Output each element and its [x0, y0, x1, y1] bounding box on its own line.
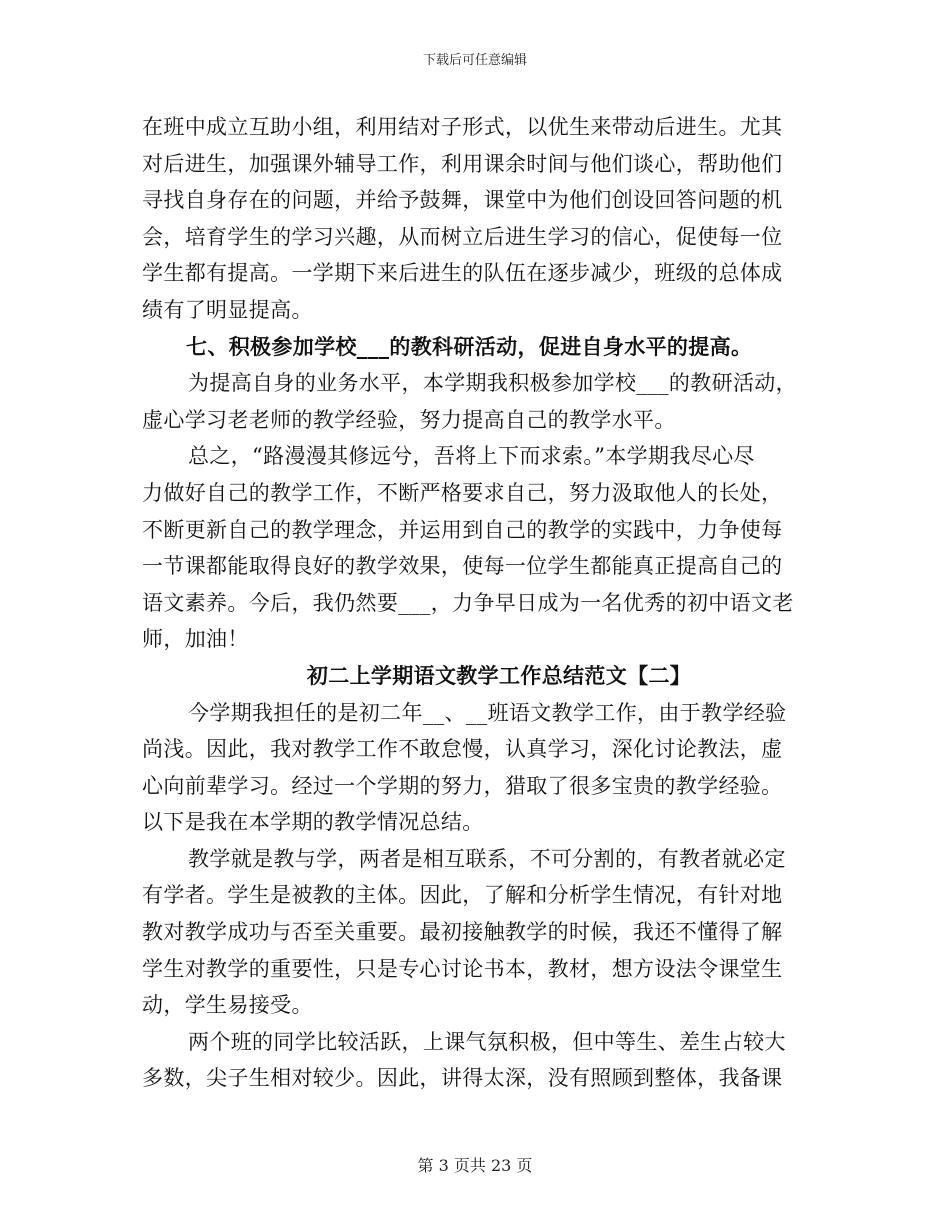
text-line: 力做好自己的教学工作，不断严格要求自己，努力汲取他人的长处，: [142, 480, 783, 505]
text-line: 一节课都能取得良好的教学效果，使每一位学生都能真正提高自己的: [142, 554, 783, 579]
text-line: 学生对教学的重要性，只是专心讨论书本，教材，想方设法令课堂生: [142, 956, 783, 981]
document-body: [142, 109, 802, 1097]
text-line: 会，培育学生的学习兴趣，从而树立后进生学习的信心，促使每一位: [142, 224, 783, 249]
text-line: 两个班的同学比较活跃，上课气氛积极，但中等生、差生占较大: [188, 1029, 786, 1054]
text-line: 学生都有提高。一学期下来后进生的队伍在逐步减少，班级的总体成: [142, 261, 783, 286]
text-line: 有学者。学生是被教的主体。因此，了解和分析学生情况，有针对地: [142, 883, 783, 908]
page-footer: 第 3 页共 23 页: [417, 1156, 533, 1175]
text-line: 不断更新自己的教学理念，并运用到自己的教学的实践中，力争使每: [142, 517, 783, 542]
text-line: 总之，“路漫漫其修远兮，吾将上下而求索。”本学期我尽心尽: [188, 444, 755, 469]
text-line: 尚浅。因此，我对教学工作不敢怠慢，认真学习，深化讨论教法，虚: [142, 737, 783, 762]
text-line: 心向前辈学习。经过一个学期的努力，猎取了很多宝贵的教学经验。: [142, 773, 783, 798]
text-line: 多数，尖子生相对较少。因此，讲得太深，没有照顾到整体，我备课: [142, 1066, 783, 1091]
text-line: 为提高自身的业务水平，本学期我积极参加学校___的教研活动，: [188, 371, 797, 396]
text-line: 教对教学成功与否至关重要。最初接触教学的时候，我还不懂得了解: [142, 920, 783, 945]
text-line: 以下是我在本学期的教学情况总结。: [142, 810, 484, 835]
paragraph-conclusion: [142, 438, 802, 658]
section-heading-seven: [142, 329, 802, 366]
heading-text: 七、积极参加学校___的教科研活动，促进自身水平的提高。: [186, 333, 753, 359]
text-line: 师，加油！: [142, 627, 249, 652]
paragraph-teaching-and-learning: [142, 841, 802, 1024]
section-title-two: [142, 658, 802, 695]
text-line: 寻找自身存在的问题，并给予鼓舞，课堂中为他们创设回答问题的机: [142, 188, 783, 213]
text-line: 语文素养。今后，我仍然要___，力争早日成为一名优秀的初中语文老: [142, 590, 794, 615]
text-line: 在班中成立互助小组，利用结对子形式，以优生来带动后进生。尤其: [142, 115, 783, 139]
text-line: 绩有了明显提高。: [142, 297, 313, 322]
paragraph-semester-intro: [142, 695, 802, 841]
text-line: 动，学生易接受。: [142, 993, 313, 1018]
text-line: 教学就是教与学，两者是相互联系，不可分割的，有教者就必定: [188, 846, 786, 871]
text-line: 对后进生，加强课外辅导工作，利用课余时间与他们谈心，帮助他们: [142, 151, 783, 176]
title-text: 初二上学期语文教学工作总结范文【二】: [306, 662, 692, 688]
text-line: 今学期我担任的是初二年__、__班语文教学工作，由于教学经验: [188, 700, 787, 725]
paragraph-research-activities: [142, 365, 802, 438]
text-line: 虚心学习老老师的教学经验，努力提高自己的教学水平。: [142, 407, 676, 432]
paragraph-mutual-help-groups: [142, 109, 802, 329]
page-header: 下载后可任意编辑: [422, 53, 527, 68]
paragraph-two-classes: [142, 1024, 802, 1097]
